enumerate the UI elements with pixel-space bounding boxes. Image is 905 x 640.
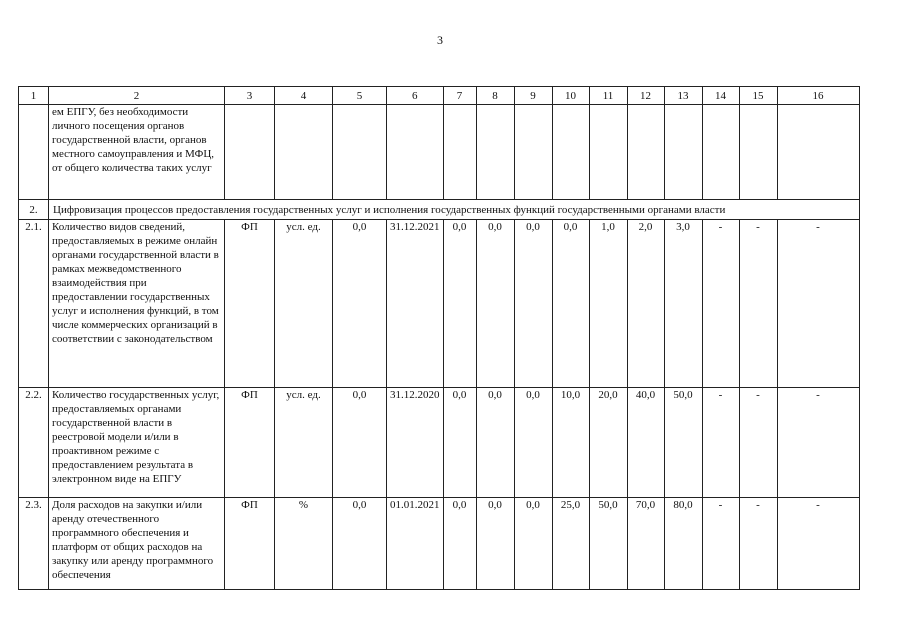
value-col13: 3,0 (664, 220, 702, 388)
header-row (19, 87, 860, 105)
header-cell: 12 (627, 87, 664, 105)
header-cell: 14 (702, 87, 739, 105)
row-number: 2.2. (19, 388, 49, 498)
value-col7: 0,0 (443, 388, 476, 498)
header-cell: 5 (333, 87, 387, 105)
continuation-text: ем ЕПГУ, без необходимости личного посещения органов государственной власти, органов местного самоуправления и МФЦ, от общего количества таких услуг (49, 105, 225, 200)
section-title: Цифровизация процессов предоставления государственных услуг и исполнения государственных функций государственными органами власти (49, 200, 860, 220)
section-row (19, 200, 860, 220)
header-cell: 15 (739, 87, 777, 105)
header-cell: 13 (664, 87, 702, 105)
value-col12: 40,0 (627, 388, 664, 498)
indicator-type: ФП (225, 388, 275, 498)
indicator-name: Доля расходов на закупки и/или аренду отечественного программного обеспечения и платформ от общих расходов на закупку или аренду программного обеспечения (49, 498, 225, 590)
header-cell: 8 (476, 87, 514, 105)
value-col14: - (702, 498, 739, 590)
header-cell: 2 (49, 87, 225, 105)
value-col10: 0,0 (552, 220, 589, 388)
header-cell: 3 (225, 87, 275, 105)
header-cell: 9 (514, 87, 552, 105)
value-col11: 1,0 (589, 220, 627, 388)
indicator-name: Количество видов сведений, предоставляемых в режиме онлайн органами государственной власти в рамках межведомственного взаимодействия при предоставлении государственных услуг и исполнения функций, в том числе коммерческих организаций в соответствии с законодательством (49, 220, 225, 388)
value-col14: - (702, 220, 739, 388)
value-col10: 25,0 (552, 498, 589, 590)
header-cell: 7 (443, 87, 476, 105)
table-row (19, 388, 860, 498)
value-col12: 2,0 (627, 220, 664, 388)
table-row (19, 220, 860, 388)
indicator-unit: усл. ед. (275, 388, 333, 498)
value-col16: - (777, 220, 859, 388)
indicator-type: ФП (225, 220, 275, 388)
value-col13: 80,0 (664, 498, 702, 590)
header-cell: 6 (387, 87, 444, 105)
indicator-type: ФП (225, 498, 275, 590)
value-col16: - (777, 498, 859, 590)
header-cell: 10 (552, 87, 589, 105)
header-cell: 4 (275, 87, 333, 105)
value-col9: 0,0 (514, 498, 552, 590)
value-col7: 0,0 (443, 220, 476, 388)
value-col8: 0,0 (476, 498, 514, 590)
base-value: 0,0 (333, 388, 387, 498)
row-number: 2.1. (19, 220, 49, 388)
value-col14: - (702, 388, 739, 498)
value-col8: 0,0 (476, 220, 514, 388)
header-cell: 11 (589, 87, 627, 105)
indicator-name: Количество государственных услуг, предоставляемых органами государственной власти в реестровой модели и/или в проактивном режиме с предоставлением результата в электронном виде на ЕПГУ (49, 388, 225, 498)
value-col13: 50,0 (664, 388, 702, 498)
value-col11: 20,0 (589, 388, 627, 498)
section-number: 2. (19, 200, 49, 220)
value-col11: 50,0 (589, 498, 627, 590)
value-col8: 0,0 (476, 388, 514, 498)
value-col9: 0,0 (514, 220, 552, 388)
value-col10: 10,0 (552, 388, 589, 498)
indicators-table (18, 86, 860, 590)
page-number: 3 (437, 33, 443, 47)
value-col15: - (739, 220, 777, 388)
value-col16: - (777, 388, 859, 498)
base-date: 01.01.2021 (387, 498, 444, 590)
indicator-unit: усл. ед. (275, 220, 333, 388)
value-col9: 0,0 (514, 388, 552, 498)
row-number: 2.3. (19, 498, 49, 590)
header-cell: 1 (19, 87, 49, 105)
value-col12: 70,0 (627, 498, 664, 590)
base-date: 31.12.2021 (387, 220, 444, 388)
base-value: 0,0 (333, 220, 387, 388)
value-col15: - (739, 498, 777, 590)
value-col7: 0,0 (443, 498, 476, 590)
base-date: 31.12.2020 (387, 388, 444, 498)
header-cell: 16 (777, 87, 859, 105)
value-col15: - (739, 388, 777, 498)
indicator-unit: % (275, 498, 333, 590)
continuation-row (19, 105, 860, 200)
base-value: 0,0 (333, 498, 387, 590)
table-row (19, 498, 860, 590)
